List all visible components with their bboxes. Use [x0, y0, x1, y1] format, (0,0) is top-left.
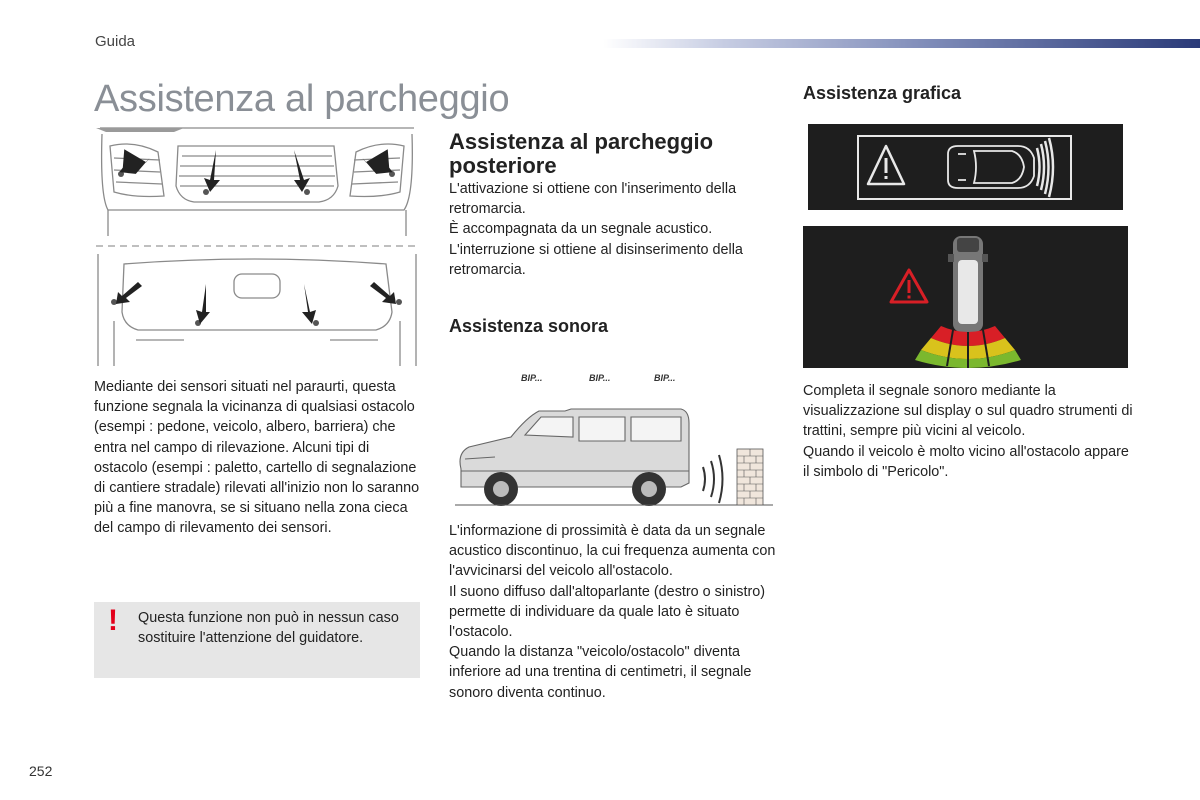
bip-label-1: BIP...: [521, 373, 543, 383]
header-gradient-band: [603, 39, 1200, 48]
intro-activation: L'attivazione si ottiene con l'inserimento della retromarcia.: [449, 181, 737, 218]
bip-label-3: BIP...: [654, 373, 676, 383]
van-reversing-illustration: [455, 367, 773, 517]
graphic-assist-body: [803, 381, 1133, 482]
intro-deactivation: L'interruzione si ottiene al disinserimento della retromarcia.: [449, 241, 743, 278]
van-top-icon: [948, 236, 988, 332]
rear-parking-heading-line-1: Assistenza al parcheggio: [449, 129, 714, 154]
page-title: Assistenza al parcheggio: [94, 78, 510, 120]
graphic-body-display: Completa il segnale sonoro mediante la visualizzazione sul display o sul quadro strumenti di trattini, sempre più vicini al veicolo.: [803, 383, 1133, 440]
rear-parking-intro: [449, 179, 779, 280]
warning-text: Questa funzione non può in nessun caso sostituire l'attenzione del guidatore.: [138, 610, 399, 647]
bumper-sensors-illustration: [94, 126, 420, 368]
section-label: Guida: [95, 33, 136, 50]
bip-label-2: BIP...: [589, 373, 611, 383]
dashboard-display-illustration: [808, 124, 1123, 210]
rear-parking-heading-line-2: posteriore: [449, 153, 557, 178]
intro-acoustic: È accompagnata da un segnale acustico.: [449, 221, 713, 238]
warning-exclamation-icon: !: [108, 604, 118, 637]
graphic-body-danger: Quando il veicolo è molto vicino all'ostacolo appare il simbolo di "Pericolo".: [803, 443, 1129, 480]
sensors-description: Mediante dei sensori situati nel paraurti, questa funzione segnala la vicinanza di qualsiasi ostacolo (esempi : pedone, veicolo, albero, barriera) che entra nel campo di rilevazione. Alcuni tipi di ostacolo (esempi : paletto, cartello di segnalazione di cantiere stradale) rilevati all'inizio non lo saranno più a fine manovra, se si situano nella zona cieca del campo di rilevamento dei sensori.: [94, 379, 420, 537]
page-number: 252: [29, 763, 53, 779]
sound-body-speaker: Il suono diffuso dall'altoparlante (destro o sinistro) permette di individuare da quale lato è situato l'ostacolo.: [449, 583, 766, 641]
sound-assist-body: [449, 521, 779, 703]
rear-parking-heading: [449, 130, 779, 178]
sound-body-frequency: L'informazione di prossimità è data da un segnale acustico discontinuo, la cui frequenza aumenta con l'avvicinarsi del veicolo all'ostacolo.: [449, 523, 776, 580]
rear-camera-display-illustration: [803, 226, 1128, 368]
sound-assist-heading: Assistenza sonora: [449, 316, 609, 336]
graphic-assist-heading: Assistenza grafica: [803, 83, 962, 103]
sound-body-continuous: Quando la distanza "veicolo/ostacolo" diventa inferiore ad una trentina di centimetri, il segnale sonoro diventa continuo.: [449, 644, 752, 701]
